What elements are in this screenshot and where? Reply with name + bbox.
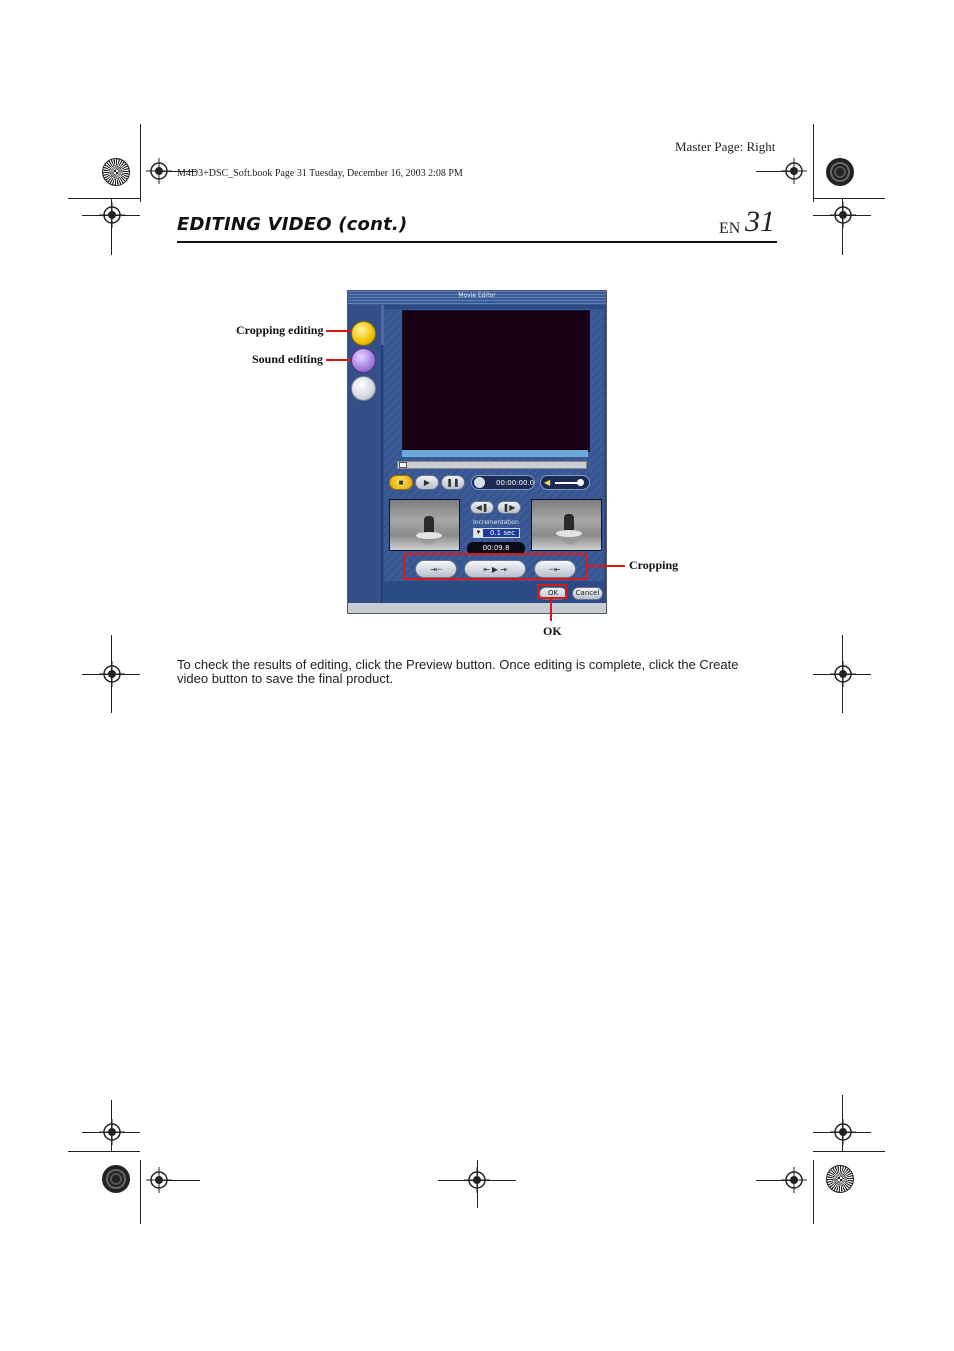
- crop-mark: [813, 1160, 814, 1224]
- registration-target-icon: [781, 158, 807, 184]
- section-title: EDITING VIDEO (cont.): [177, 214, 408, 235]
- page-number: 31: [745, 205, 775, 238]
- status-bar: [348, 603, 606, 613]
- preview-crop-button[interactable]: ⇤ ▶ ⇥: [464, 560, 526, 578]
- crop-mark: [68, 1151, 140, 1152]
- step-forward-button[interactable]: ❚▶: [497, 501, 521, 514]
- language-code: EN: [719, 220, 741, 237]
- master-page-label: Master Page: Right: [675, 139, 776, 154]
- timecode-value: 00:00:00.0: [496, 479, 535, 487]
- registration-target-icon: [146, 1167, 172, 1193]
- registration-target-icon: [464, 1167, 490, 1193]
- position-value: 00:09.8: [482, 544, 510, 552]
- registration-target-icon: [830, 661, 856, 687]
- crop-mark: [813, 198, 885, 199]
- ok-highlight-box: [537, 584, 567, 599]
- volume-control[interactable]: [540, 475, 590, 490]
- registration-target-icon: [830, 1119, 856, 1145]
- registration-rosette: [102, 158, 130, 186]
- third-mode-icon[interactable]: [351, 376, 376, 401]
- callout-line: [326, 359, 351, 361]
- sound-editing-icon[interactable]: [351, 348, 376, 373]
- callout-line: [550, 599, 552, 621]
- cancel-button[interactable]: Cancel: [572, 587, 603, 600]
- step-back-button[interactable]: ◀❚: [470, 501, 494, 514]
- window-title: Movie Editor: [458, 292, 496, 299]
- set-start-point-button[interactable]: ⇥┄: [415, 560, 457, 578]
- pause-button[interactable]: ❚❚: [441, 475, 465, 490]
- registration-rosette: [102, 1165, 130, 1193]
- crop-mark: [813, 1151, 885, 1152]
- end-frame-thumbnail: [531, 499, 602, 551]
- preview-progress-bar: [402, 450, 588, 457]
- crop-mark: [140, 124, 141, 202]
- timecode-display: [471, 475, 535, 490]
- registration-rosette: [826, 1165, 854, 1193]
- registration-target-icon: [146, 158, 172, 184]
- callout-ok: OK: [543, 624, 562, 638]
- callout-cropping: Cropping: [629, 558, 679, 572]
- set-end-point-button[interactable]: ┄⇤: [534, 560, 576, 578]
- body-paragraph: To check the results of editing, click the Preview button. Once editing is complete, click the Create video button to save the final product.: [177, 657, 739, 686]
- ok-button[interactable]: OK: [539, 587, 567, 600]
- volume-knob[interactable]: [577, 479, 584, 486]
- timeline-slider[interactable]: [397, 461, 587, 469]
- crop-mark: [140, 1160, 141, 1224]
- start-frame-thumbnail: [389, 499, 460, 551]
- callout-sound-editing: Sound editing: [252, 352, 324, 366]
- callout-line: [326, 330, 351, 332]
- dropdown-arrow-icon[interactable]: ▼: [475, 530, 482, 536]
- cropping-highlight-box: [403, 553, 587, 580]
- registration-target-icon: [99, 661, 125, 687]
- stop-button[interactable]: ■: [389, 475, 413, 490]
- registration-target-icon: [99, 1119, 125, 1145]
- registration-target-icon: [781, 1167, 807, 1193]
- clock-icon: [474, 477, 485, 488]
- header-rule: [177, 241, 777, 243]
- file-info: M4D3+DSC_Soft.book Page 31 Tuesday, December 16, 2003 2:08 PM: [177, 168, 463, 179]
- registration-rosette: [826, 158, 854, 186]
- cropping-editing-icon[interactable]: [351, 321, 376, 346]
- crop-mark: [813, 124, 814, 202]
- callout-cropping-editing: Cropping editing: [236, 323, 324, 337]
- registration-target-icon: [99, 202, 125, 228]
- title-bar: [348, 291, 606, 305]
- increment-value: 0.1 sec: [490, 529, 516, 537]
- callout-line: [587, 565, 625, 567]
- video-preview-screen: [402, 310, 590, 452]
- increment-label: Incrementation: [473, 519, 519, 526]
- slider-knob[interactable]: [399, 462, 407, 468]
- play-button[interactable]: ▶: [415, 475, 439, 490]
- crop-mark: [68, 198, 140, 199]
- speaker-icon: ◀: [544, 478, 551, 487]
- increment-select[interactable]: [473, 528, 520, 538]
- registration-target-icon: [830, 202, 856, 228]
